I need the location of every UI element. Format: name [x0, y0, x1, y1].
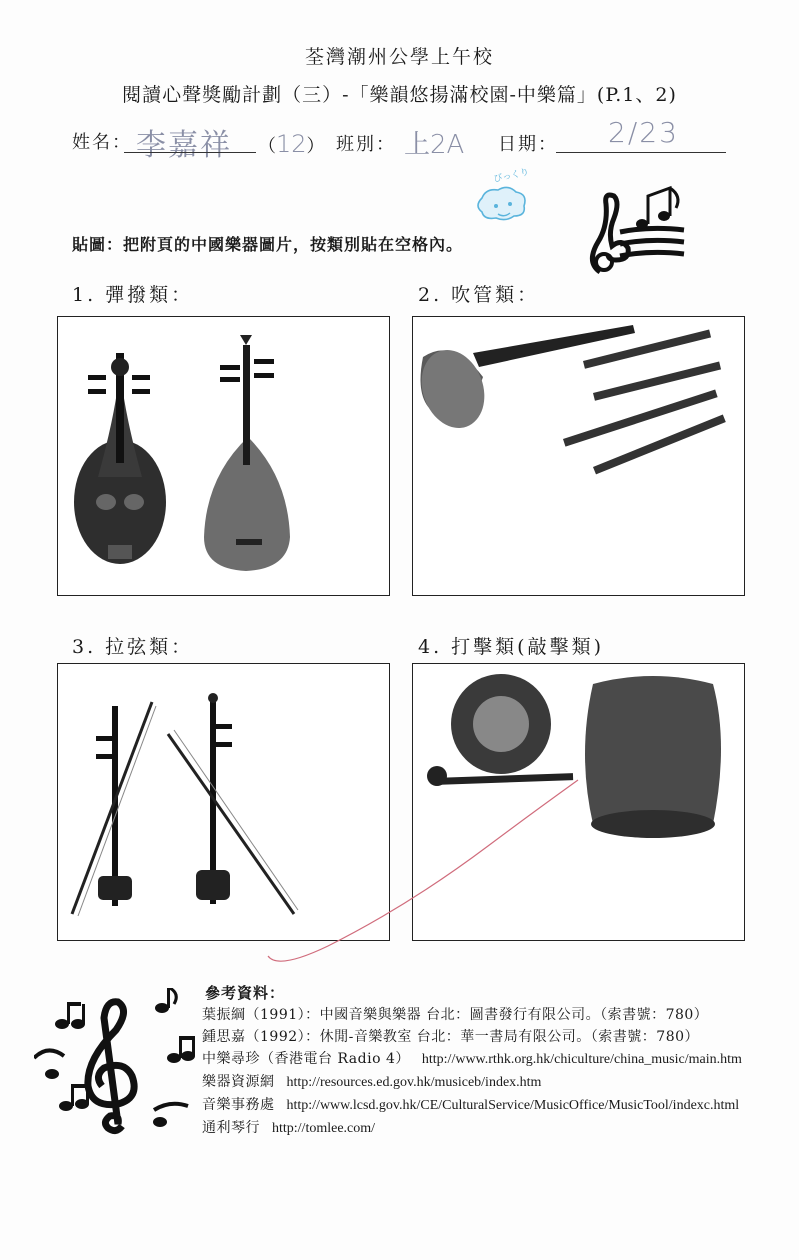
- reference-url[interactable]: http://www.rthk.org.hk/chiculture/china_music/main.htm: [421, 1052, 742, 1067]
- date-value: 2/23: [608, 116, 679, 149]
- class-label: 班別：: [336, 134, 396, 155]
- class-number-open: （: [258, 136, 276, 157]
- plucked-instruments-box: [57, 316, 390, 596]
- name-label: 姓名：: [72, 132, 132, 153]
- reference-item: [202, 1026, 699, 1046]
- reward-stamp: [468, 168, 538, 228]
- references-title: 參考資料：: [205, 984, 286, 1002]
- pipa-images: [58, 317, 389, 595]
- reference-item: [202, 1071, 541, 1091]
- reference-text: 通利琴行: [202, 1120, 260, 1136]
- reference-url[interactable]: http://resources.ed.gov.hk/musiceb/index.htm: [286, 1075, 542, 1090]
- reference-text: 鍾思嘉（1992）：休閒-音樂教室 台北：華一書局有限公司。（索書號：780）: [202, 1029, 700, 1045]
- class-number: [258, 130, 325, 158]
- reference-text: 葉振綱（1991）：中國音樂與樂器 台北：圖書發行有限公司。（索書號：780）: [202, 1007, 709, 1023]
- drum-icon: [585, 676, 721, 838]
- date-underline: [556, 152, 726, 153]
- erhu-left-icon: [72, 702, 156, 916]
- section-wind-title: 2. 吹管類：: [418, 284, 540, 306]
- reference-url[interactable]: http://tomlee.com/: [272, 1121, 376, 1136]
- reference-item: [202, 1094, 739, 1114]
- wind-images: [413, 317, 744, 595]
- reference-text: 音樂事務處: [202, 1097, 275, 1113]
- pipa-left-icon: [74, 353, 166, 564]
- name-underline: [124, 152, 256, 153]
- class-number-value: 12: [276, 130, 307, 158]
- reference-item: [202, 1048, 742, 1068]
- reference-text: 樂器資源網: [202, 1074, 275, 1090]
- section-bowed-title: 3. 拉弦類：: [72, 636, 194, 658]
- section-plucked-title: 1. 彈撥類：: [72, 284, 194, 306]
- school-name: 荃灣潮州公學上午校: [304, 46, 494, 68]
- music-notes-icon: [580, 182, 690, 282]
- pen-mark: [260, 760, 600, 980]
- suona-icon: [413, 325, 635, 437]
- name-value: 李嘉祥: [136, 128, 232, 163]
- instruction-text: 貼圖：把附頁的中國樂器圖片，按類別貼在空格內。: [72, 235, 464, 254]
- stamp-text: びっくり: [492, 168, 531, 185]
- section-percussion-title: 4. 打擊類(敲擊類): [418, 636, 604, 658]
- class-number-close: ）: [306, 136, 325, 157]
- date-label: 日期：: [498, 134, 558, 155]
- class-value: 上2A: [404, 130, 465, 160]
- reference-item: [202, 1117, 375, 1137]
- reference-text: 中樂尋珍（香港電台 Radio 4）: [202, 1051, 410, 1067]
- reference-url[interactable]: http://www.lcsd.gov.hk/CE/CulturalService/MusicOffice/MusicTool/indexc.html: [286, 1098, 740, 1113]
- wind-instruments-box: [412, 316, 745, 596]
- dizi-flutes-icon: [563, 330, 726, 475]
- worksheet-title: 閱讀心聲獎勵計劃（三）-「樂韻悠揚滿校園-中樂篇」(P.1、2): [122, 84, 677, 106]
- pipa-right-icon: [204, 335, 290, 571]
- treble-clef-icon: [34, 988, 200, 1138]
- reference-item: [202, 1004, 708, 1024]
